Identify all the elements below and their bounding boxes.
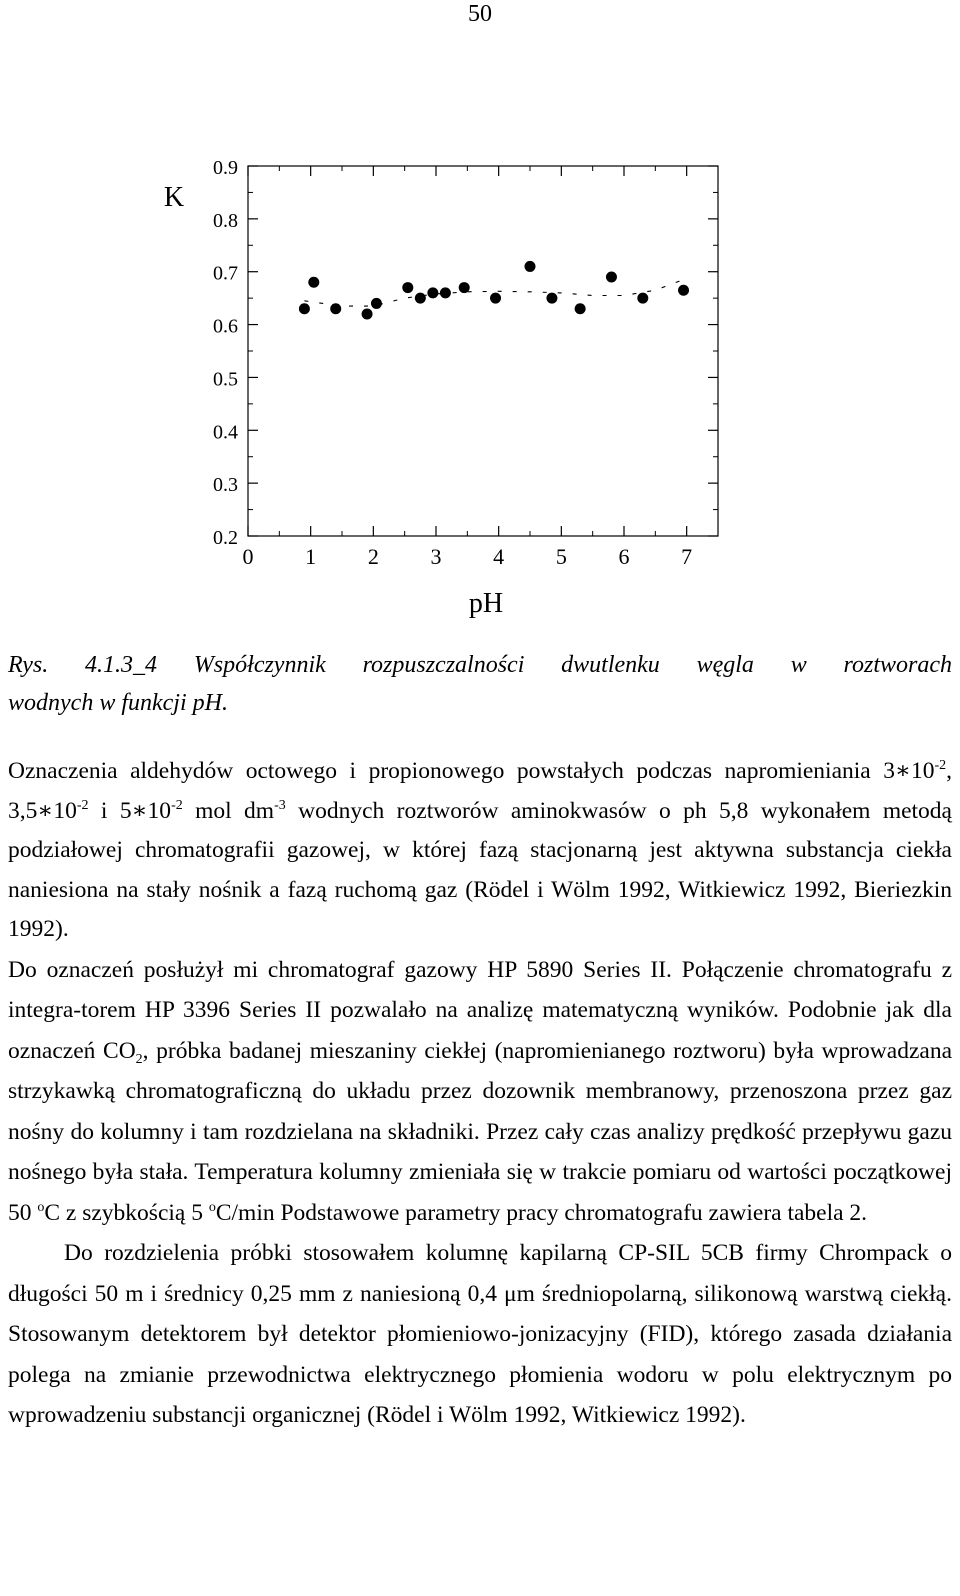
data-point <box>371 298 382 309</box>
paragraph-3: Do rozdzielenia próbki stosowałem kolumnę kapilarną CP-SIL 5CB firmy Chrompack o długości 50 m i średnicy 0,25 mm z naniesioną 0,4 μm średniopolarną, silikonową warstwą ciekłą. Stosowanym detektorem był detektor płomieniowo-jonizacyjny (FID), którego zasada działania polega na zmianie przewodnictwa elektrycznego płomienia wodoru w polu elektrycznym po wprowadzeniu substancji organicznej (Rödel i Wölm 1992, Witkiewicz 1992). <box>8 1240 952 1428</box>
y-tick-label: 0.9 <box>213 157 238 179</box>
data-point <box>415 293 426 304</box>
data-point <box>525 261 536 272</box>
y-tick-label: 0.8 <box>213 209 238 232</box>
data-point <box>402 282 413 293</box>
x-tick-label: 0 <box>242 544 254 569</box>
caption-line-2: wodnych w funkcji pH. <box>8 690 228 716</box>
y-tick-label: 0.3 <box>213 474 238 497</box>
y-tick-label: 0.2 <box>213 527 238 549</box>
data-point <box>440 287 451 298</box>
x-tick-label: 4 <box>493 544 505 569</box>
y-tick-label: 0.7 <box>213 262 238 285</box>
data-point <box>678 285 689 296</box>
data-point <box>637 293 648 304</box>
data-point <box>330 303 341 314</box>
figure-caption <box>8 646 952 722</box>
y-tick-label: 0.4 <box>213 421 238 444</box>
data-point <box>308 277 319 288</box>
data-point <box>362 309 373 320</box>
x-tick-label: 2 <box>367 544 379 569</box>
data-point <box>606 272 617 283</box>
x-tick-label: 5 <box>555 544 567 569</box>
x-tick-label: 7 <box>681 544 693 569</box>
paragraph-2: Do oznaczeń posłużył mi chromatograf gazowy HP 5890 Series II. Połączenie chromatografu z integra-torem HP 3396 Series II pozwalało na analizę matematyczną wyników. Podobnie jak dla oznaczeń $CO_2$, próbka badanej mieszaniny ciekłej (napromienianego roztworu) była wprowadzana strzykawką chromatograficzną do układu przez dozownik membranowy, przenoszona przez gaz nośny do kolumny i tam rozdzielana na składniki. Przez cały czas analizy prędkość przepływu gazu nośnego była stała. Temperatura kolumny zmieniała się w trakcie pomiaru od wartości początkowej 50 $^o$C z szybkością 5 $^o$C/min Podstawowe parametry pracy chromatografu zawiera tabela 2. <box>8 956 952 1226</box>
caption-line-1: Rys. 4.1.3_4 Współczynnik rozpuszczalności dwutlenku węgla w roztworach <box>8 652 952 678</box>
data-point <box>459 282 470 293</box>
scatter-chart <box>0 140 960 630</box>
plot-frame <box>248 166 718 536</box>
y-axis-label: K <box>163 182 185 213</box>
page-number: 50 <box>468 1 492 27</box>
paragraph-1: Oznaczenia aldehydów octowego i propionowego powstałych podczas napromieniania $3∗10^{-2}$, $3,5∗10^{-2}$ i $5∗10^{-2}$ mol $dm^{-3}$ wodnych roztworów aminokwasów o ph 5,8 wykonałem metodą podziałowej chromatografii gazowej, w której fazą stacjonarną jest aktywna substancja ciekła naniesiona na stały nośnik a fazą ruchomą gaz (Rödel i Wölm 1992, Witkiewicz 1992, Bieriezkin 1992). <box>8 758 952 942</box>
x-tick-label: 6 <box>618 544 630 569</box>
data-point <box>427 287 438 298</box>
x-axis-label: pH <box>468 588 504 619</box>
y-tick-label: 0.6 <box>213 315 238 338</box>
data-point <box>575 303 586 314</box>
y-tick-label: 0.5 <box>213 368 238 391</box>
data-point <box>546 293 557 304</box>
x-tick-label: 1 <box>305 544 317 569</box>
data-point <box>299 303 310 314</box>
data-point <box>490 293 501 304</box>
x-tick-label: 3 <box>430 544 442 569</box>
body-text <box>8 752 952 1436</box>
